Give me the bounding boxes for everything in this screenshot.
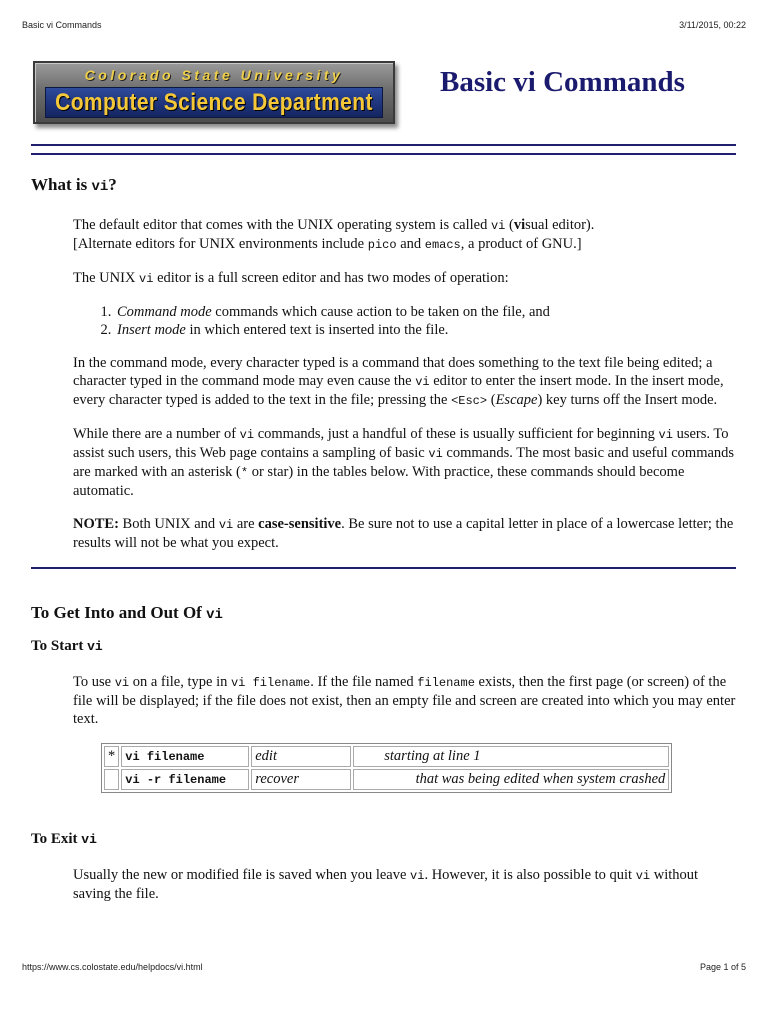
logo-university-text: Colorado State University: [84, 67, 344, 83]
table-cell-description: starting at line 1: [353, 746, 669, 767]
paragraph-default-editor: The default editor that comes with the UNIX operating system is called vi (visual editor). [Alternate editors for UNIX environments include pico and emacs, a product of GNU.]: [73, 217, 595, 252]
main-content: [31, 171, 736, 903]
heading-text: What is: [31, 175, 92, 194]
table-row: [104, 746, 669, 767]
page-title: Basic vi Commands: [440, 66, 685, 98]
heading-to-start-vi: To Start vi: [31, 638, 103, 654]
paragraph-to-use-vi: To use vi on a file, type in vi filename. If the file named filename exists, then the first page (or screen) of the file will be displayed; if the file does not exist, then an empty file and screen are created into which you may enter text.: [73, 674, 736, 727]
note-label: NOTE:: [73, 516, 119, 532]
divider-top-1: [31, 144, 736, 146]
heading-code: vi: [91, 179, 109, 195]
table-row: [104, 769, 669, 790]
paragraph-handful-commands: While there are a number of vi commands, just a handful of these is usually sufficient for beginning vi users. To assist such users, this Web page contains a sampling of basic vi commands. The most basic and useful commands are marked with an asterisk (* or star) in the tables below. With practice, these commands should become automatic.: [73, 426, 735, 499]
divider-section: [31, 567, 736, 569]
logo-band: [45, 87, 383, 118]
csu-cs-logo[interactable]: [33, 61, 395, 124]
print-footer-url[interactable]: https://www.cs.colostate.edu/helpdocs/vi.html: [22, 962, 203, 972]
paragraph-command-mode: In the command mode, every character typed is a command that does something to the text file being edited; a character typed in the command mode may even cause the vi editor to enter the insert mode. In the insert mode, every character typed is added to the text in the file; pressing the <Esc> (Escape) key turns off the Insert mode.: [73, 355, 724, 408]
table-cell-action: recover: [251, 769, 351, 790]
print-header-datetime: 3/11/2015, 00:22: [679, 20, 746, 30]
modes-list: [73, 303, 736, 339]
paragraph-modes-intro: The UNIX vi editor is a full screen editor and has two modes of operation:: [73, 270, 509, 286]
list-item: 2. Insert mode in which entered text is inserted into the file.: [115, 321, 736, 339]
start-commands-table: [101, 743, 672, 793]
logo-department-text: Computer Science Department: [55, 88, 373, 116]
divider-top-2: [31, 153, 736, 155]
table-cell-star: [104, 769, 119, 790]
paragraph-note: NOTE: Both UNIX and vi are case-sensitive. Be sure not to use a capital letter in place of a lowercase letter; the results will not be what you expect.: [73, 516, 734, 551]
table-cell-star: *: [104, 746, 119, 767]
paragraph-exit: Usually the new or modified file is saved when you leave vi. However, it is also possible to quit vi without saving the file.: [73, 867, 699, 902]
table-cell-description: that was being edited when system crashed: [353, 769, 669, 790]
section1-body: [73, 216, 736, 552]
print-footer: [22, 962, 746, 972]
list-item: 1. Command mode commands which cause action to be taken on the file, and: [115, 303, 736, 321]
print-header: [22, 20, 746, 30]
exit-body: [73, 866, 736, 903]
table-cell-command: vi filename: [121, 746, 249, 767]
heading-end: ?: [108, 175, 117, 194]
heading-what-is-vi: [31, 175, 736, 195]
start-body: [73, 673, 736, 728]
table-cell-command: vi -r filename: [121, 769, 249, 790]
print-footer-page: Page 1 of 5: [699, 962, 746, 972]
heading-to-exit-vi: To Exit vi: [31, 831, 97, 847]
table-cell-action: edit: [251, 746, 351, 767]
print-header-title: Basic vi Commands: [22, 20, 102, 30]
heading-get-into-out-of-vi: To Get Into and Out Of vi: [31, 603, 223, 623]
